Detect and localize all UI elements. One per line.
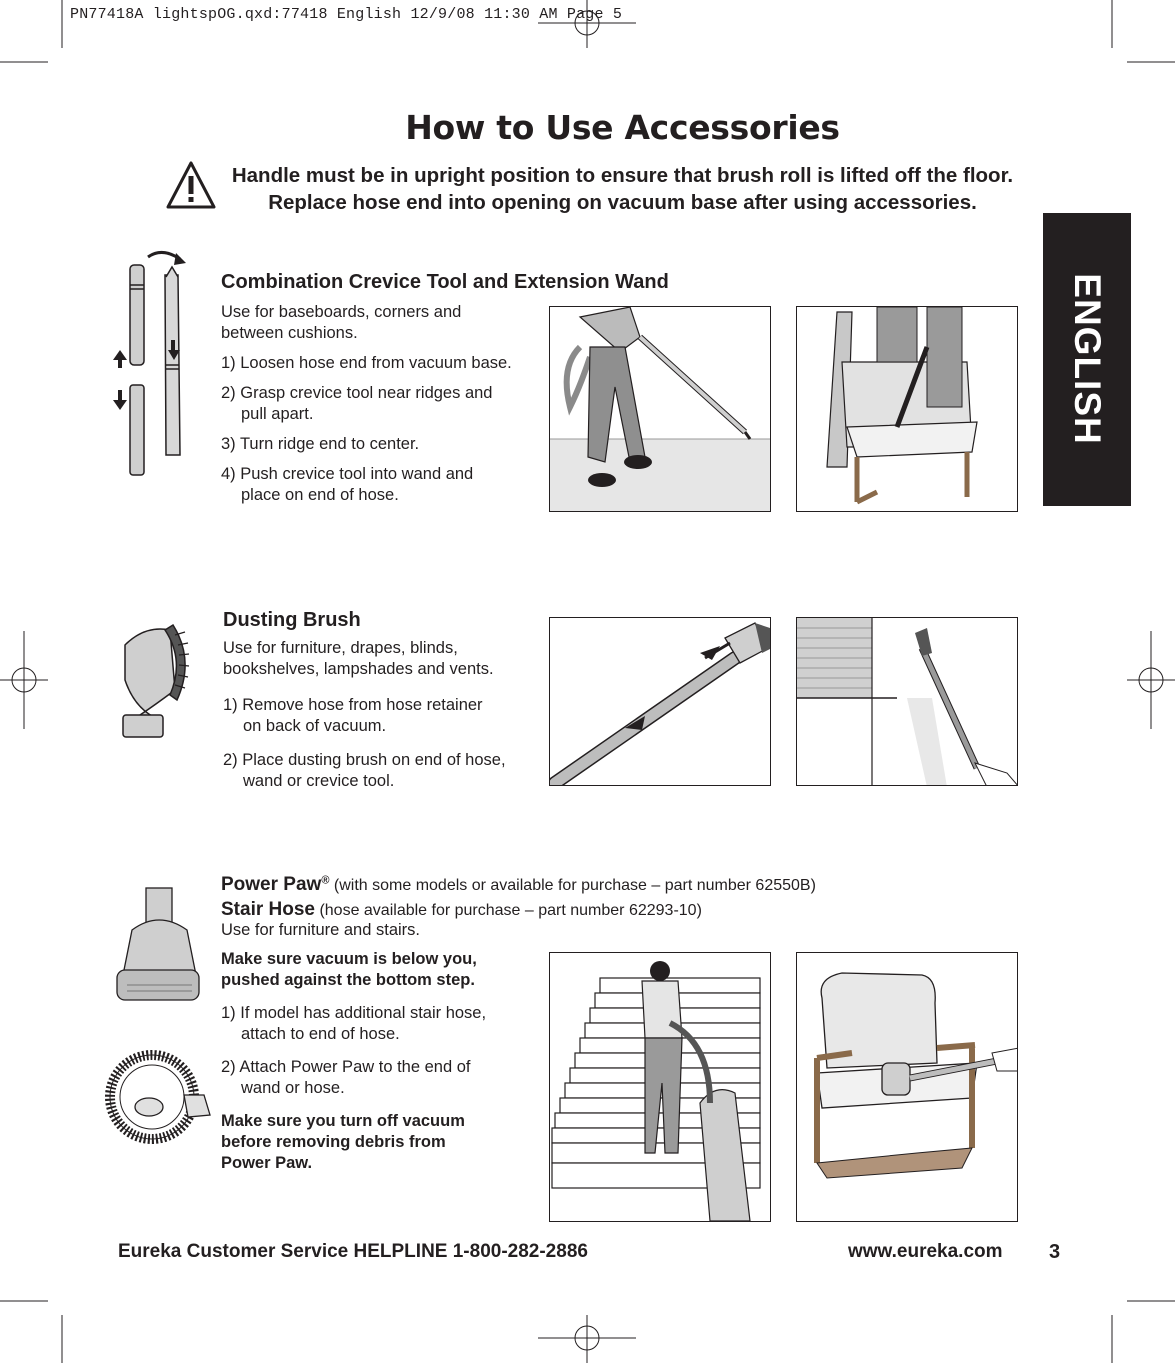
caution-line: Make sure vacuum is below you, — [221, 950, 477, 968]
illustration-chair-power-paw — [796, 952, 1018, 1222]
power-paw-note: (with some models or available for purchase – part number 62550B) — [333, 877, 816, 894]
page-title: How to Use Accessories — [405, 108, 840, 147]
illustration-blinds-dusting — [796, 617, 1018, 786]
step-1: 1) If model has additional stair hose, — [221, 1004, 487, 1022]
use-line: bookshelves, lampshades and vents. — [223, 660, 494, 678]
use-line: Use for baseboards, corners and — [221, 303, 462, 321]
step-1-cont: on back of vacuum. — [243, 717, 387, 735]
caution-line: Power Paw. — [221, 1154, 313, 1172]
illustration-chair-cleaning — [796, 306, 1018, 512]
print-slug-line: PN77418A lightspOG.qxd:77418 English 12/9/08 11:30 AM Page 5 — [70, 6, 623, 23]
step-2: 2) Attach Power Paw to the end of — [221, 1058, 471, 1076]
step-2-cont: wand or hose. — [241, 1079, 345, 1097]
caution-line: Make sure you turn off vacuum — [221, 1112, 465, 1130]
step-2: 2) Place dusting brush on end of hose, — [223, 751, 506, 769]
section-title-power-paw — [221, 874, 816, 896]
stair-hose-illustration — [104, 1035, 214, 1145]
section-dusting-brush-text — [223, 638, 523, 792]
section-title-dusting-brush: Dusting Brush — [223, 609, 361, 631]
power-paw-title: Power Paw — [221, 874, 322, 895]
section-power-paw-text — [221, 920, 521, 1174]
step-1: 1) Loosen hose end from vacuum base. — [221, 354, 512, 372]
illustration-stair-cleaning — [549, 952, 771, 1222]
step-2-cont: wand or crevice tool. — [243, 772, 395, 790]
stair-hose-title: Stair Hose — [221, 899, 315, 920]
step-4-cont: place on end of hose. — [241, 486, 399, 504]
step-2-cont: pull apart. — [241, 405, 314, 423]
step-3: 3) Turn ridge end to center. — [221, 435, 420, 453]
warning-triangle-icon — [165, 160, 217, 210]
page-number: 3 — [1049, 1241, 1061, 1263]
language-tab-label: ENGLISH — [1067, 273, 1108, 445]
dusting-brush-illustration — [115, 620, 195, 745]
warning-line-2: Replace hose end into opening on vacuum base after using accessories. — [268, 191, 977, 214]
use-line: between cushions. — [221, 324, 358, 342]
caution-line: pushed against the bottom step. — [221, 971, 475, 989]
use-line: Use for furniture, drapes, blinds, — [223, 639, 458, 657]
step-1-cont: attach to end of hose. — [241, 1025, 400, 1043]
step-4: 4) Push crevice tool into wand and — [221, 465, 474, 483]
registered-mark: ® — [321, 874, 330, 887]
footer-helpline: Eureka Customer Service HELPLINE 1-800-282-2886 — [118, 1241, 588, 1262]
step-1: 1) Remove hose from hose retainer — [223, 696, 483, 714]
caution-line: before removing debris from — [221, 1133, 446, 1151]
footer-website-link[interactable]: www.eureka.com — [848, 1241, 1003, 1262]
section-title-crevice-tool: Combination Crevice Tool and Extension Wand — [221, 271, 669, 293]
step-2: 2) Grasp crevice tool near ridges and — [221, 384, 493, 402]
illustration-attach-dusting-brush — [549, 617, 771, 786]
power-paw-illustration — [112, 885, 202, 1005]
illustration-baseboard-cleaning — [549, 306, 771, 512]
section-crevice-tool-text — [221, 302, 521, 506]
use-line: Use for furniture and stairs. — [221, 921, 420, 939]
language-tab — [1043, 213, 1131, 506]
section-title-stair-hose — [221, 899, 702, 921]
warning-message — [220, 162, 1025, 216]
warning-line-1: Handle must be in upright position to ensure that brush roll is lifted off the floor. — [231, 164, 1014, 187]
stair-hose-note: (hose available for purchase – part number 62293-10) — [319, 902, 702, 919]
crevice-tool-wand-illustration — [110, 245, 190, 485]
